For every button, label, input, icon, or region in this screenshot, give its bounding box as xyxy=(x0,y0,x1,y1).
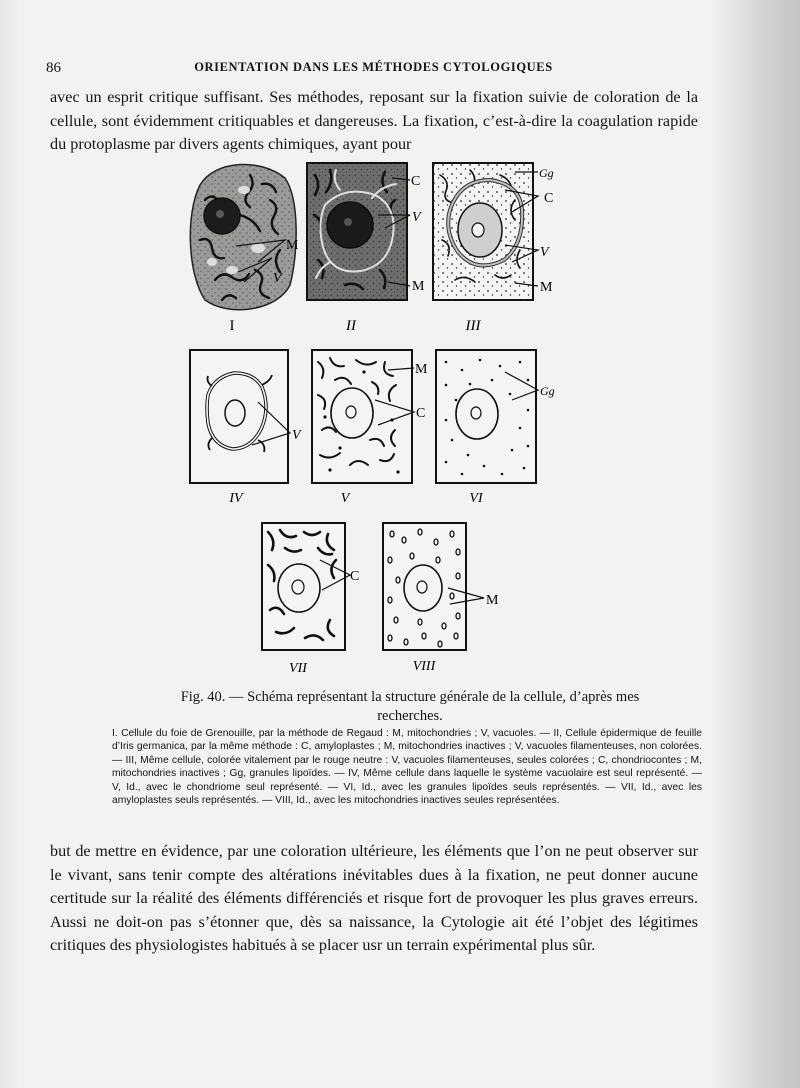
label-c-panel-iii: C xyxy=(544,191,554,206)
panel-label-i: I xyxy=(229,318,235,334)
panel-viii xyxy=(383,523,499,674)
label-gg-panel-vi: Gg xyxy=(540,384,555,398)
paragraph-top: avec un esprit critique suffisant. Ses méthodes, reposant sur la fixation suivie de coloration de la cellule, sont évidemment critiquables et dangereuses. La fixation, c’est-à-dire la coagulation rapide du protoplasme par divers agents chimiques, ayant pour xyxy=(50,88,698,153)
panel-label-iv: IV xyxy=(229,491,243,506)
label-m-panel-i: M xyxy=(286,238,299,253)
paragraph-bottom: but de mettre en évidence, par une coloration ultérieure, les éléments que l’on ne peut observer sur le vivant, sans tenir compte des altérations inévitables dues à la fixation, ne peut donner aucune certitude sur la réalité des éléments différenciés et risque fort de provoquer les plus graves erreurs. Aussi ne doit-on pas s’étonner que, dès sa naissance, la Cytologie ait été l’objet des légitimes critiques des physiologistes habitués à se placer usr un terrain expérimental plus sûr. xyxy=(50,842,698,954)
label-c-panel-vii: C xyxy=(350,569,360,584)
label-v-panel-iv: V xyxy=(292,428,301,443)
label-m-panel-iii: M xyxy=(540,280,553,295)
label-m-panel-viii: M xyxy=(486,593,499,608)
page-number: 86 xyxy=(46,60,61,76)
panel-iii xyxy=(433,163,554,334)
label-c-panel-ii: C xyxy=(411,174,421,189)
panel-vii xyxy=(262,523,359,676)
label-c-panel-v: C xyxy=(416,406,426,421)
figure-caption-title: Fig. 40. — Schéma représentant la structure générale de la cellule, d’après mes recherches. xyxy=(180,689,640,724)
panel-label-v: V xyxy=(340,491,350,506)
panel-vi xyxy=(436,350,555,506)
label-v-panel-i: V xyxy=(273,271,282,286)
panel-label-vii: VII xyxy=(289,661,307,676)
panel-label-ii: II xyxy=(346,318,356,334)
figure-caption-legend: I. Cellule du foie de Grenouille, par la méthode de Regaud : M, mitochondries ; V, vacuoles. — II, Cellule épidermique de feuille d’Iris germanica, par la même méthode : C, amyloplastes ; M, mitochondries inactives ; V, vacuoles filamenteuses, non colorées. — III, Même cellule, colorée vitalement par le rouge neutre : V, vacuoles filamenteuses, seules colorées ; C, chondriocontes ; M, mitochondries inactives ; Gg, granules lipoïdes. — IV, Même cellule dans laquelle le système vacuolaire est seul représenté. — V, Id., avec le chondriome seul représenté. — VI, Id., avec les granules lipoïdes seuls représentés. — VII, Id., avec les amyloplastes seuls représentés. — VIII, Id., avec les mitochondries inactives seules représentées. xyxy=(112,728,702,807)
panel-ii xyxy=(307,163,425,334)
label-gg-panel-iii: Gg xyxy=(539,166,554,180)
panel-i xyxy=(190,164,299,334)
panel-label-viii: VIII xyxy=(412,659,436,674)
panel-iv xyxy=(190,350,302,506)
panel-label-vi: VI xyxy=(469,491,483,506)
label-v-panel-iii: V xyxy=(540,245,549,260)
panel-label-iii: III xyxy=(465,318,481,334)
label-v-panel-ii: V xyxy=(412,210,421,225)
running-title: ORIENTATION DANS LES MÉTHODES CYTOLOGIQUES xyxy=(194,60,553,74)
panel-v xyxy=(312,350,428,506)
label-m-panel-ii: M xyxy=(412,279,425,294)
label-m-panel-v: M xyxy=(415,362,428,377)
